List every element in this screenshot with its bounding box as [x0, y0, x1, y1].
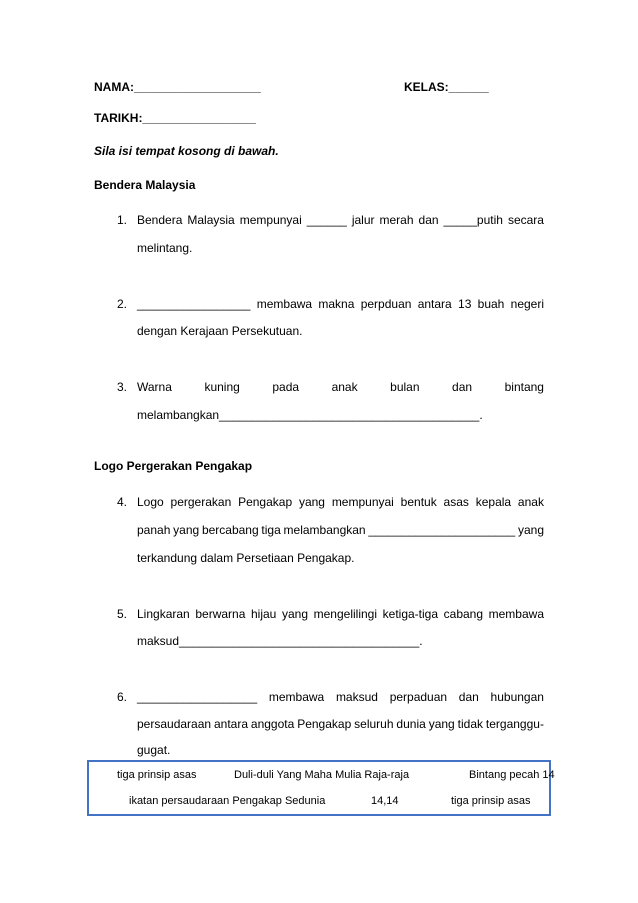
word: bulan [390, 380, 420, 394]
word: bercabang [201, 523, 259, 537]
question-6-line-3: gugat. [137, 743, 171, 757]
word: membawa [256, 297, 313, 311]
word: yang [428, 717, 455, 731]
word: Pengakap [238, 495, 293, 509]
word: kepala [475, 495, 512, 509]
word: pergerakan [170, 495, 232, 509]
word: yang [298, 495, 325, 509]
word: persaudaraan [137, 717, 212, 731]
word: dan [458, 690, 479, 704]
word: tiga [261, 523, 281, 537]
answer-option: ikatan persaudaraan Pengakap Sedunia [129, 795, 326, 807]
question-number: 2. [117, 297, 128, 311]
word: melambangkan [283, 523, 366, 537]
word: tidak [457, 717, 483, 731]
question-3-line-1 [137, 380, 544, 394]
word: 13 [458, 297, 472, 311]
word: dan [452, 380, 473, 394]
word: yang [517, 523, 544, 537]
word: asas [443, 495, 469, 509]
section-title-scout-logo: Logo Pergerakan Pengakap [94, 459, 253, 473]
word: perpaduan [389, 690, 448, 704]
word: cabang [443, 607, 484, 621]
word: anak [517, 495, 544, 509]
answer-bank-box [87, 760, 555, 816]
word: antara [417, 297, 452, 311]
blank: ______ [306, 213, 347, 227]
answer-option: tiga prinsip asas [451, 795, 531, 807]
word: hijau [251, 607, 277, 621]
blank: _____putih [443, 213, 503, 227]
word: mempunyai [239, 213, 302, 227]
instruction-text: Sila isi tempat kosong di bawah. [94, 144, 279, 158]
name-field: NAMA:___________________ [94, 80, 261, 94]
question-number: 1. [117, 213, 128, 227]
question-number: 4. [117, 495, 128, 509]
word: anak [331, 380, 358, 394]
question-1-line-2: melintang. [137, 241, 193, 255]
question-3-line-2: melambangkan_______________________________________. [137, 408, 483, 422]
word: ketiga-tiga [382, 607, 439, 621]
word: buah [477, 297, 505, 311]
word: yang [281, 607, 309, 621]
answer-option: Duli-duli Yang Maha Mulia Raja-raja [234, 769, 410, 781]
word: pada [272, 380, 300, 394]
word: Lingkaran [137, 607, 190, 621]
answer-option: 14,14 [371, 795, 399, 807]
question-6-line-2 [137, 717, 544, 731]
question-2-line-1 [137, 297, 544, 311]
word: membawa [268, 690, 325, 704]
word: Logo [137, 495, 164, 509]
question-4-line-2 [137, 523, 544, 537]
question-1-line-1 [137, 213, 544, 227]
question-number: 6. [117, 690, 128, 704]
word: yang [173, 523, 200, 537]
blank: _________________ [137, 297, 251, 311]
word: makna [318, 297, 355, 311]
word: bentuk [400, 495, 437, 509]
answer-option: Bintang pecah 14 [469, 769, 555, 781]
word: maksud [335, 690, 378, 704]
question-2-line-2: dengan Kerajaan Persekutuan. [137, 324, 303, 338]
class-field: KELAS:______ [404, 80, 489, 94]
word: negeri [510, 297, 544, 311]
question-number: 5. [117, 607, 128, 621]
word: perpduan [360, 297, 412, 311]
question-5-line-1 [137, 607, 544, 621]
word: merah [379, 213, 414, 227]
word: bintang [504, 380, 544, 394]
word: terganggu- [485, 717, 544, 731]
question-4-line-1 [137, 495, 544, 509]
blank: __________________ [137, 690, 258, 704]
word: kuning [204, 380, 240, 394]
word: dunia [396, 717, 426, 731]
word: antara [213, 717, 248, 731]
section-title-flag: Bendera Malaysia [94, 178, 196, 192]
word: anggota [250, 717, 295, 731]
word: Bendera [137, 213, 183, 227]
answer-option: tiga prinsip asas [117, 769, 197, 781]
word: seluruh [354, 717, 394, 731]
date-field: TARIKH:_________________ [94, 111, 256, 125]
word: Malaysia [187, 213, 235, 227]
word: membawa [488, 607, 544, 621]
word: secara [507, 213, 544, 227]
question-4-line-3: terkandung dalam Persetiaan Pengakap. [137, 551, 355, 565]
question-5-line-2: maksud____________________________________. [137, 634, 423, 648]
word: mempunyai [331, 495, 394, 509]
word: Pengakap [297, 717, 352, 731]
word: hubungan [490, 690, 544, 704]
word: dan [418, 213, 439, 227]
question-number: 3. [117, 380, 128, 394]
blank: ______________________ [368, 523, 516, 537]
word: jalur [351, 213, 375, 227]
word: Warna [137, 380, 172, 394]
word: berwarna [195, 607, 246, 621]
question-6-line-1 [137, 690, 544, 704]
word: mengelilingi [313, 607, 378, 621]
word: panah [137, 523, 171, 537]
